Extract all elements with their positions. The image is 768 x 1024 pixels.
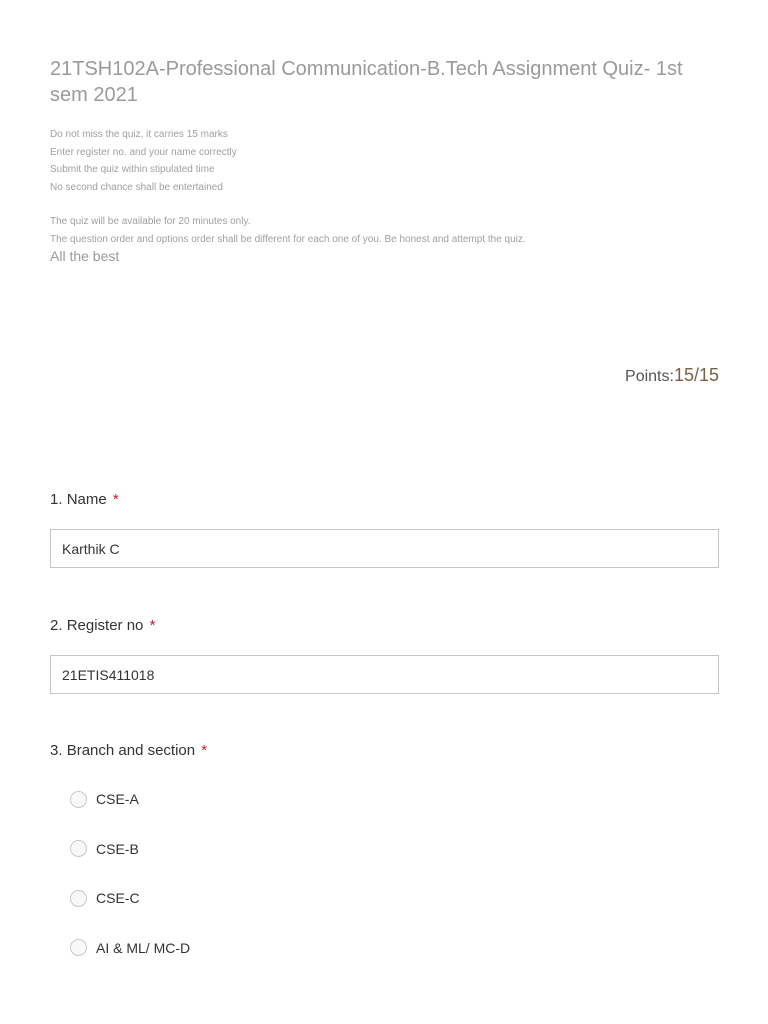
radio-group <box>70 789 719 958</box>
points-label: Points: <box>625 368 674 385</box>
radio-option-label: AI & ML/ MC-D <box>96 939 191 956</box>
question-label <box>50 616 719 636</box>
name-answer-field[interactable] <box>50 529 719 568</box>
radio-option-label: CSE-B <box>96 840 139 857</box>
description-line: No second chance shall be entertained <box>50 181 223 193</box>
question-number: 3. <box>50 742 63 759</box>
required-marker: * <box>149 617 156 634</box>
question-number: 2. <box>50 617 63 634</box>
question-label <box>50 741 719 761</box>
question-text: Name <box>66 491 107 508</box>
question-name <box>50 490 719 568</box>
question-branch-section <box>50 741 719 987</box>
question-label <box>50 490 719 510</box>
description-line: Enter register no. and your name correctly <box>50 146 237 158</box>
description-line: Do not miss the quiz, it carries 15 marks <box>50 129 228 140</box>
question-text: Branch and section <box>66 742 196 759</box>
radio-option-label: CSE-C <box>96 890 140 906</box>
question-register-no <box>50 616 719 694</box>
description-line: Submit the quiz within stipulated time <box>50 164 215 176</box>
radio-button[interactable] <box>70 890 87 907</box>
register-no-answer-field[interactable] <box>50 655 719 694</box>
answer-value: 21ETIS411018 <box>62 666 155 683</box>
radio-option-ai-ml-mc-d[interactable] <box>70 938 719 958</box>
description-line: The quiz will be available for 20 minutes only. <box>50 216 251 228</box>
required-marker: * <box>201 742 208 759</box>
points-score: 15/15 <box>673 365 719 385</box>
description-spacer <box>50 196 719 213</box>
answer-value: Karthik C <box>62 540 120 557</box>
radio-option-cse-b[interactable] <box>70 839 719 859</box>
question-text: Register no <box>66 617 144 634</box>
radio-button[interactable] <box>70 939 87 956</box>
closing-text: All the best <box>50 248 120 264</box>
radio-option-cse-a[interactable] <box>70 789 719 809</box>
quiz-description <box>50 126 719 249</box>
radio-option-cse-c[interactable] <box>70 888 719 908</box>
radio-option-label: CSE-A <box>96 791 139 807</box>
points-display <box>625 365 719 386</box>
required-marker: * <box>112 491 119 508</box>
question-number: 1. <box>50 491 63 508</box>
description-line: The question order and options order shall be different for each one of you. Be honest and attempt the quiz. <box>50 233 526 245</box>
radio-button[interactable] <box>70 840 87 857</box>
radio-button[interactable] <box>70 791 87 808</box>
quiz-title: 21TSH102A-Professional Communication-B.Tech Assignment Quiz- 1st sem 2021 <box>50 58 683 106</box>
